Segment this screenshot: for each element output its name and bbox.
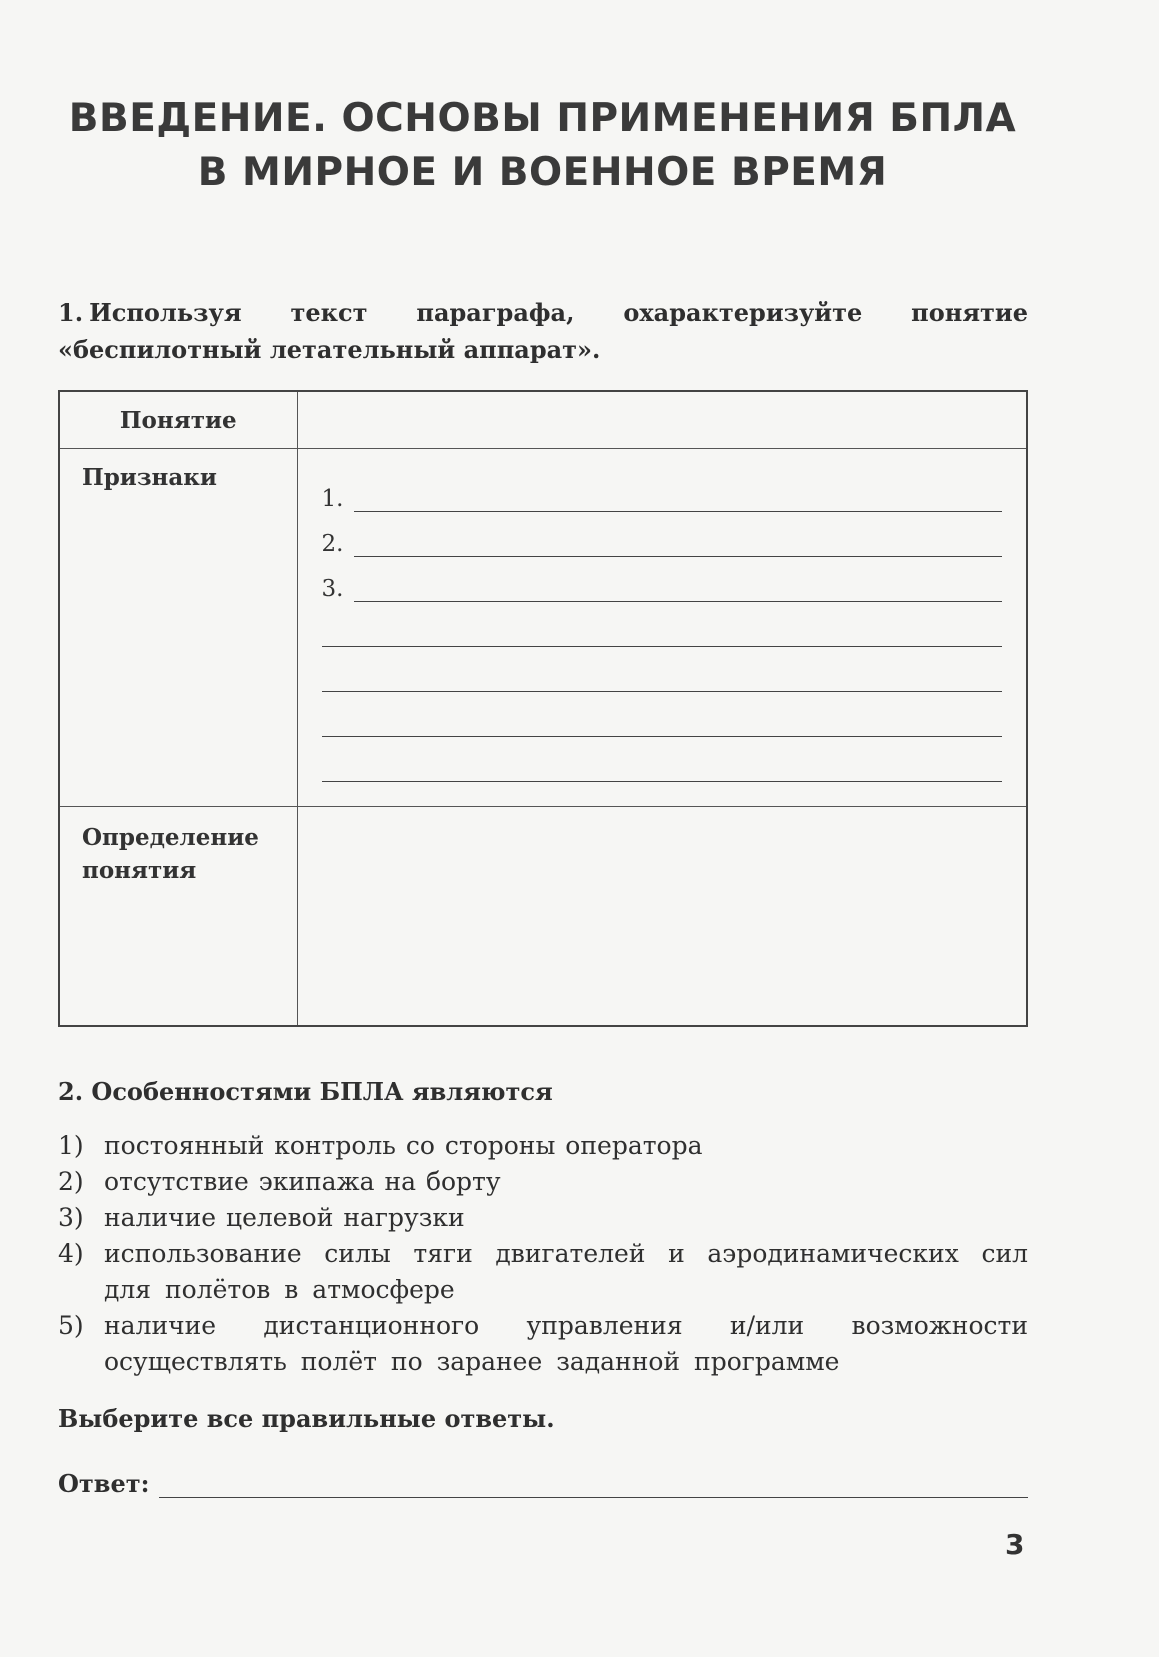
concept-label-cell: Понятие [59,391,297,449]
option-number: 2) [58,1167,84,1196]
task-1-number: 1. [58,298,84,327]
table-row-signs [59,449,1027,807]
signs-label-cell: Признаки [59,449,297,807]
page-title-line-1: ВВЕДЕНИЕ. ОСНОВЫ ПРИМЕНЕНИЯ БПЛА [68,96,1017,141]
sign-line-2[interactable] [322,512,1003,557]
sign-line-3[interactable] [322,557,1003,602]
blank-line[interactable] [322,737,1003,782]
task-2-options [58,1128,1028,1380]
option-number: 4) [58,1239,84,1268]
list-item [58,1236,1028,1308]
task-2-title: 2. Особенностями БПЛА являются [58,1077,553,1106]
blank-line[interactable] [322,647,1003,692]
signs-list [298,449,1027,782]
list-item [58,1200,1028,1236]
blank-line[interactable] [322,692,1003,737]
concept-value-cell[interactable] [297,391,1027,449]
answer-rule [322,708,1003,737]
answer-rule [354,573,1003,602]
table-row-concept [59,391,1027,449]
list-item [58,1308,1028,1380]
answer-rule [354,483,1003,512]
option-number: 5) [58,1311,84,1340]
page-title-line-2: В МИРНОЕ И ВОЕННОЕ ВРЕМЯ [197,150,888,195]
definition-label-cell: Определение понятия [59,807,297,1027]
signs-value-cell [297,449,1027,807]
table-row-definition [59,807,1027,1027]
option-text: отсутствие экипажа на борту [104,1167,501,1196]
option-text: использование силы тяги двигателей и аэродинамических сил для полётов в атмосфере [104,1239,1028,1304]
list-item [58,1128,1028,1164]
option-text: постоянный контроль со стороны оператора [104,1131,703,1160]
answer-rule [322,618,1003,647]
sign-line-1[interactable] [322,467,1003,512]
answer-rule [354,528,1003,557]
task-2-instruction: Выберите все правильные ответы. [58,1404,555,1433]
task-1-prompt [58,294,1028,368]
concept-table [58,390,1028,1027]
list-item [58,1164,1028,1200]
answer-row [58,1460,1028,1498]
option-number: 1) [58,1131,84,1160]
answer-line[interactable] [159,1467,1028,1498]
option-number: 3) [58,1203,84,1232]
sign-number: 3. [321,576,344,602]
answer-rule [322,663,1003,692]
sign-number: 1. [321,486,344,512]
blank-line[interactable] [322,602,1003,647]
answer-label: Ответ: [58,1469,150,1498]
option-text: наличие целевой нагрузки [104,1203,465,1232]
answer-rule [322,753,1003,782]
task-1-text: Используя текст параграфа, охарактеризуйте понятие «беспилотный летательный аппарат». [58,298,1028,364]
page-title [60,92,1025,200]
sign-number: 2. [321,531,344,557]
option-text: наличие дистанционного управления и/или возможности осуществлять полёт по заранее заданной программе [104,1311,1028,1376]
definition-value-cell[interactable] [297,807,1027,1027]
page-number: 3 [1005,1528,1025,1561]
